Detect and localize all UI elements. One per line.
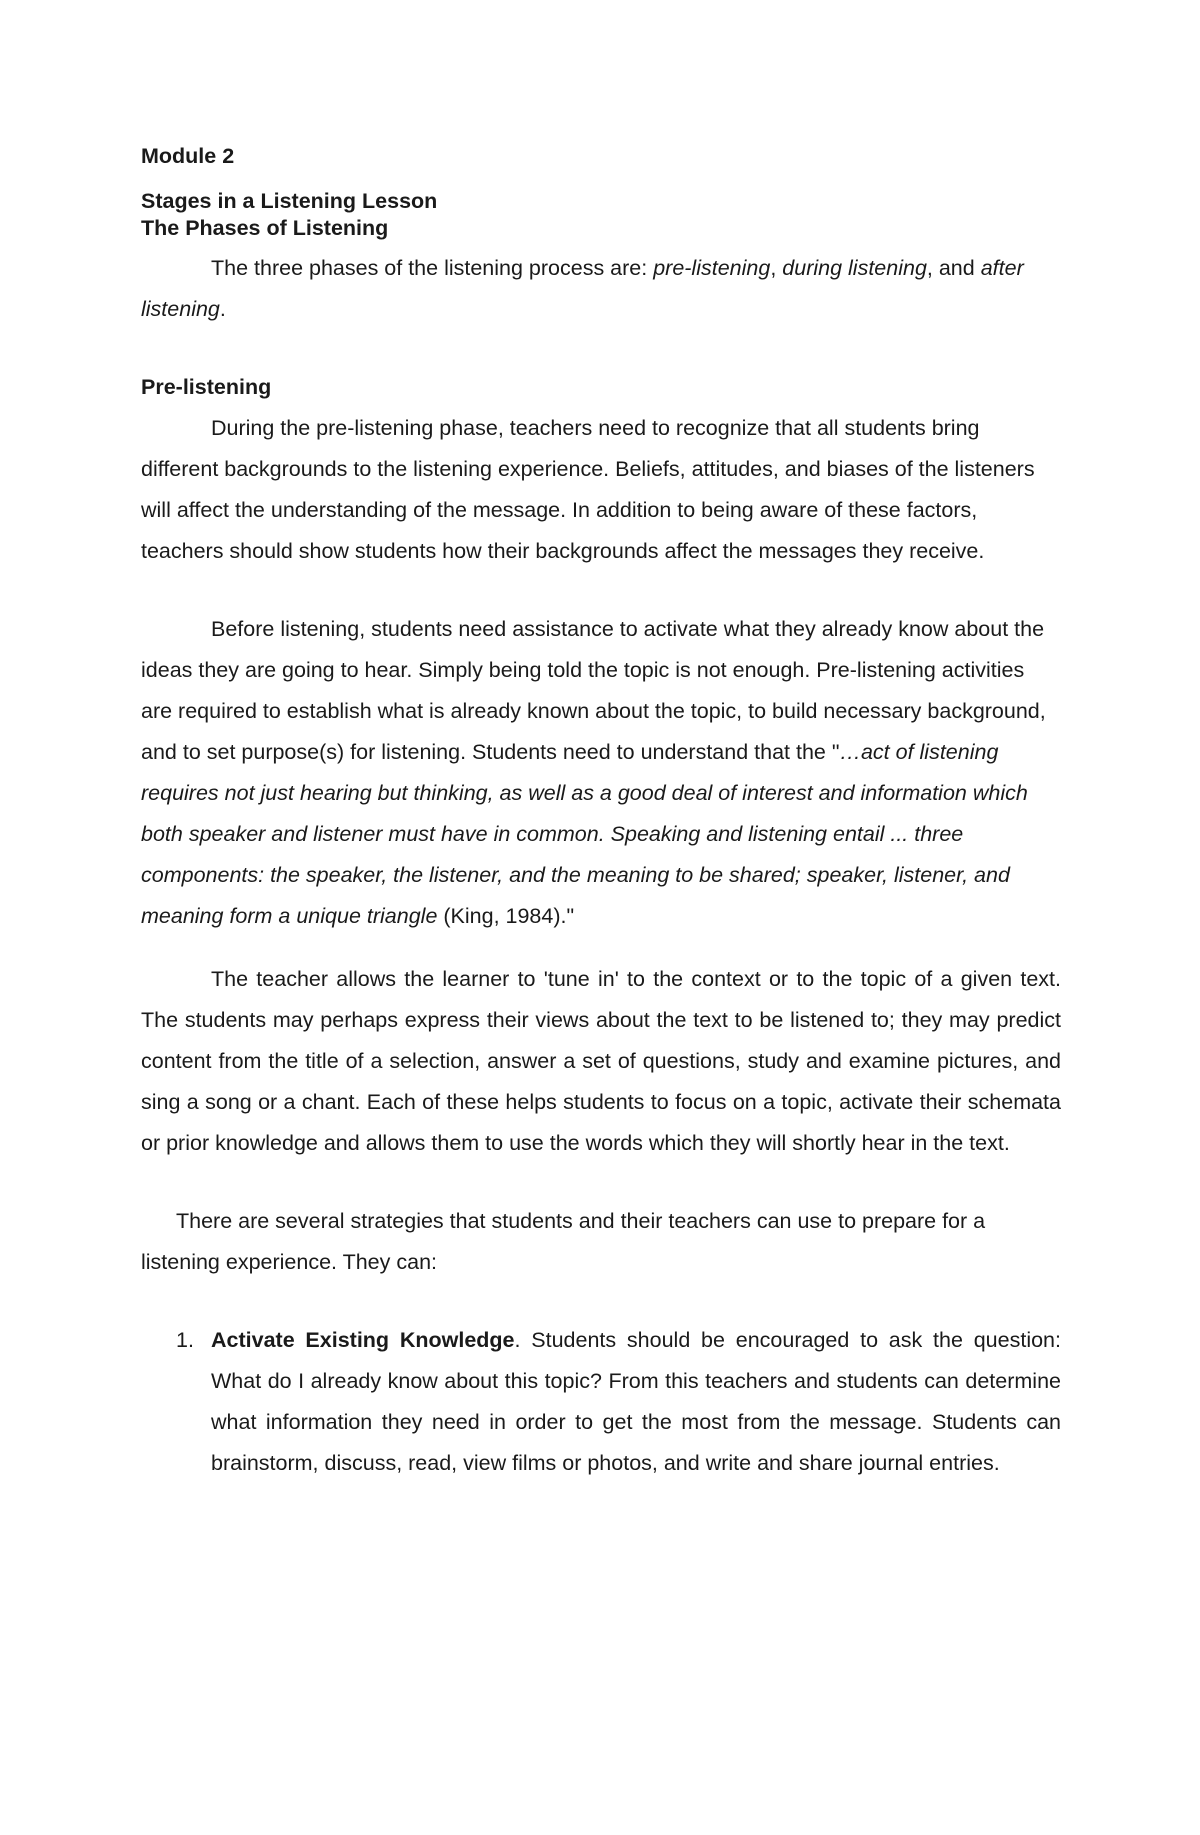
strategy-list (141, 1320, 1061, 1484)
intro-sep-2: , and (926, 256, 981, 280)
intro-end: . (219, 297, 226, 321)
king-quote: …act of listening requires not just hearing but thinking, as well as a good deal of interest and information which both speaker and listener must have in common. Speaking and listening entail ... three components: the speaker, the listener, and the meaning to be shared; speaker, listener, and meaning form a unique triangle (141, 740, 1028, 928)
list-item (141, 1320, 1061, 1484)
document-page (141, 138, 1061, 1484)
strategy-title: Activate Existing Knowledge (211, 1328, 515, 1352)
subsection-title: The Phases of Listening (141, 216, 389, 240)
phase-pre-listening: pre-listening (653, 256, 771, 280)
pre-listening-heading: Pre-listening (141, 375, 272, 399)
phase-after-listening: after listening (141, 256, 1024, 321)
module-title: Module 2 (141, 144, 235, 168)
pre-listening-paragraph-2 (141, 609, 1061, 937)
intro-paragraph (141, 248, 1061, 330)
king-citation: (King, 1984)." (437, 904, 575, 928)
phase-during-listening: during listening (782, 256, 927, 280)
pre-listening-paragraph-1: During the pre-listening phase, teachers need to recognize that all students bring different backgrounds to the listening experience. Beliefs, attitudes, and biases of the listeners will affect the understanding of the message. In addition to being aware of these factors, teachers should show students how their backgrounds affect the messages they receive. (141, 416, 1035, 563)
intro-lead: The three phases of the listening process are: (211, 256, 654, 280)
pre-listening-paragraph-4: There are several strategies that students and their teachers can use to prepare for a listening experience. They can: (141, 1209, 986, 1274)
paragraph-2-lead: Before listening, students need assistance to activate what they already know about the ideas they are going to hear. Simply being told the topic is not enough. Pre-listening activities are required to establish what is already known about the topic, to build necessary background, and to set purpose(s) for listening. Students need to understand that the " (141, 617, 1046, 764)
pre-listening-paragraph-3: The teacher allows the learner to 'tune in' to the context or to the topic of a given text. The students may perhaps express their views about the text to be listened to; they may predict content from the title of a selection, answer a set of questions, study and examine pictures, and sing a song or a chant. Each of these helps students to focus on a topic, activate their schemata or prior knowledge and allows them to use the words which they will shortly hear in the text. (141, 967, 1061, 1155)
list-item-number: 1. (176, 1328, 194, 1352)
intro-sep-1: , (770, 256, 783, 280)
section-title: Stages in a Listening Lesson (141, 189, 438, 213)
strategy-text: . Students should be encouraged to ask the question: What do I already know about this topic? From this teachers and students can determine what information they need in order to get the most from the message. Students can brainstorm, discuss, read, view films or photos, and write and share journal entries. (211, 1328, 1061, 1475)
